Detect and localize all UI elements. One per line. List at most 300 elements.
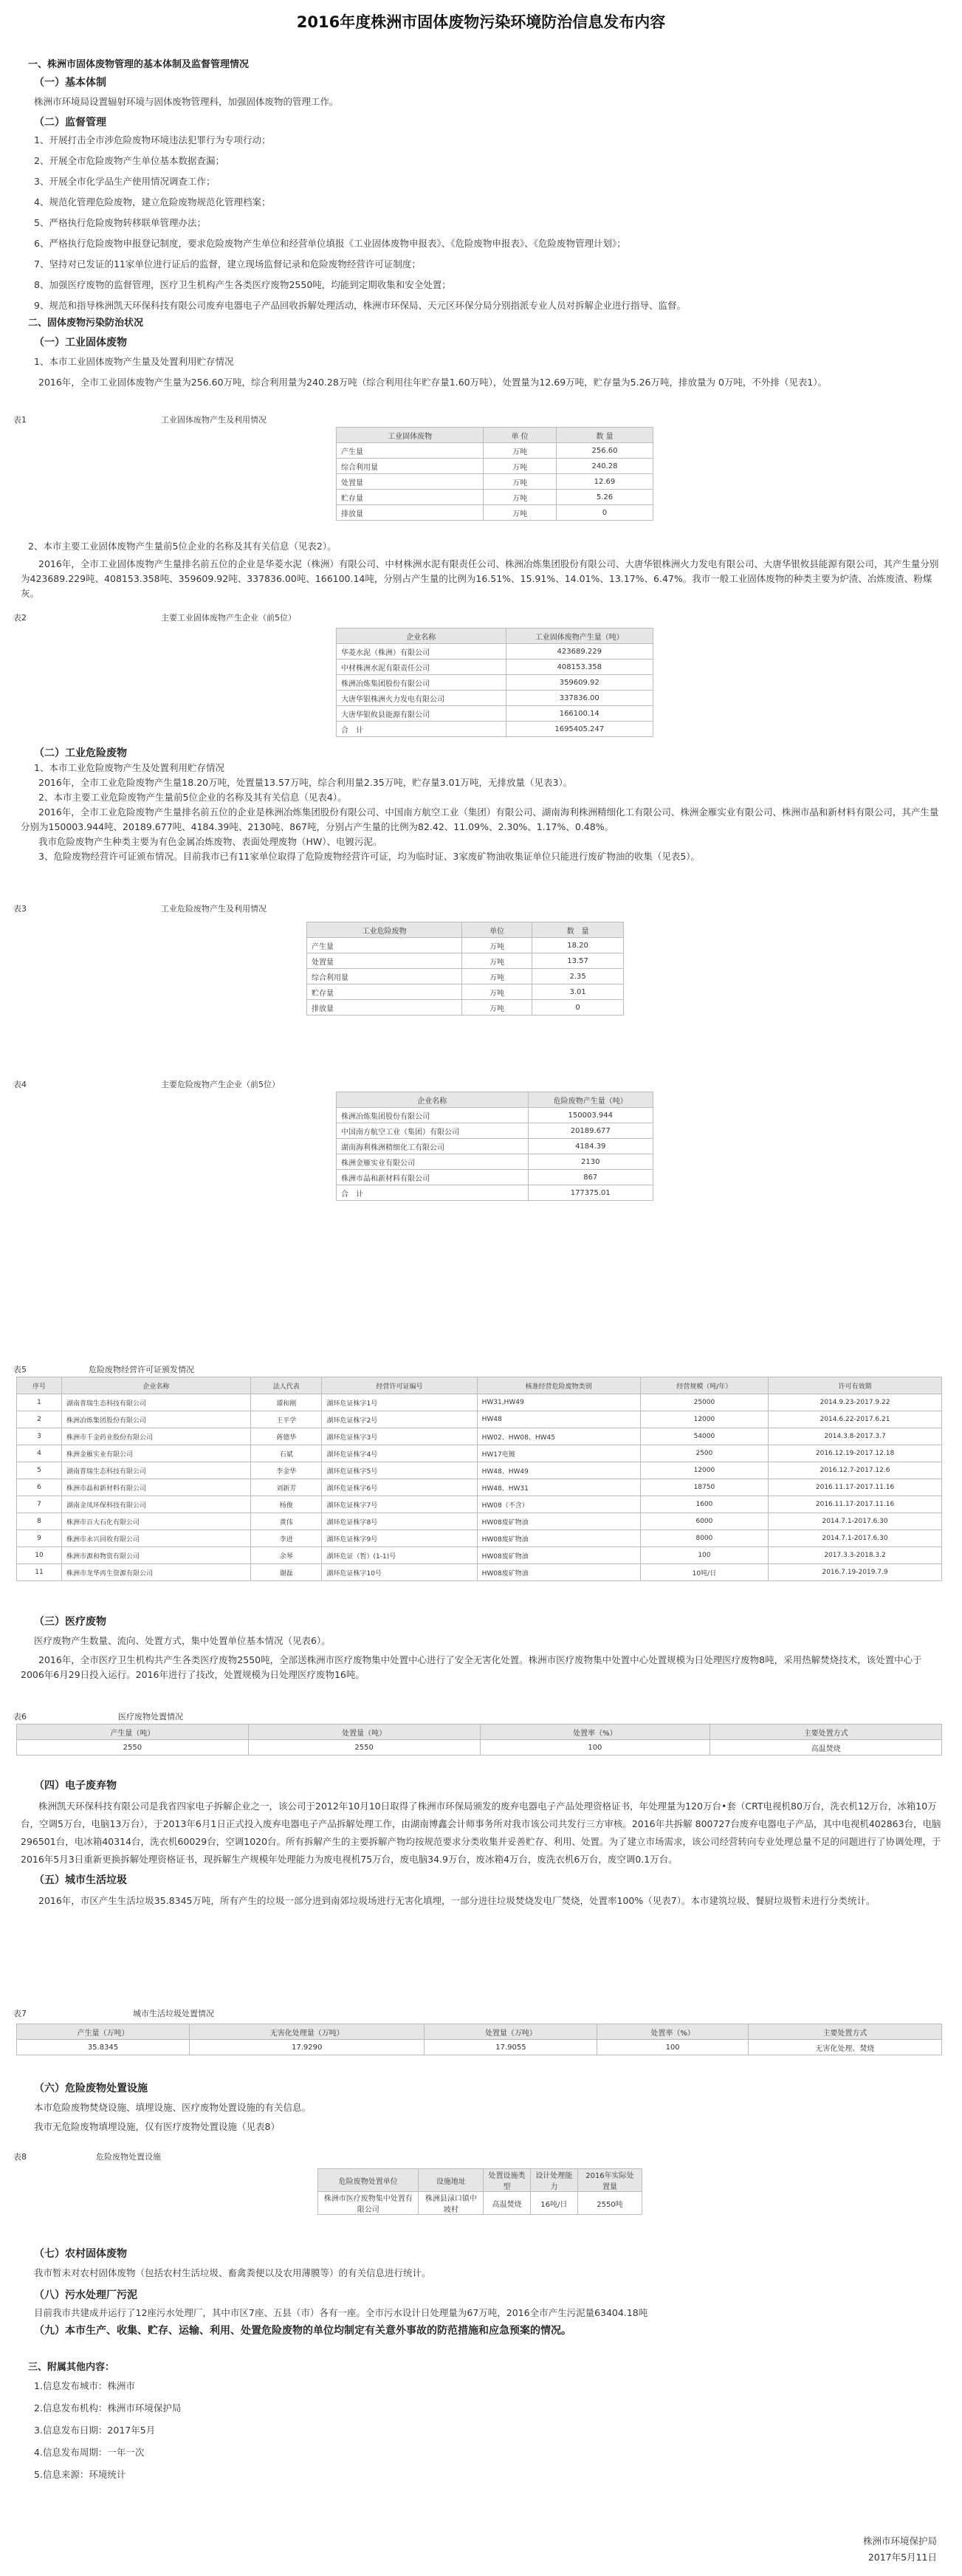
- table-4: [336, 1092, 653, 1201]
- appendix-item: 2.信息发布机构：株洲市环境保护局: [34, 2402, 182, 2414]
- table-cell: 2016.12.19-2017.12.18: [769, 1445, 942, 1462]
- table-cell: 2.35: [532, 969, 624, 984]
- table-8-caption: 危险废物处置设施: [96, 2152, 161, 2162]
- table-row: [17, 1513, 942, 1530]
- column-header: 产生量（吨）: [17, 1724, 249, 1740]
- table-cell: 2014.3.8-2017.3.7: [769, 1428, 942, 1445]
- table-cell: 株洲冶炼集团股份有限公司: [337, 675, 506, 691]
- table-cell: 万吨: [484, 443, 557, 459]
- table-cell: 150003.944: [528, 1108, 653, 1123]
- table-cell: HW17电镀: [477, 1445, 640, 1462]
- table-cell: 8000: [640, 1530, 768, 1547]
- table-cell: 李金华: [250, 1462, 321, 1479]
- column-header: 企业名称: [337, 628, 506, 644]
- table-row: [17, 1740, 942, 1755]
- supervision-item: 5、严格执行危险废物转移联单管理办法；: [34, 217, 206, 228]
- table-cell: 3: [17, 1428, 62, 1445]
- column-header: 工业固体废物产生量（吨）: [506, 628, 653, 644]
- table-cell: 株洲冶炼集团股份有限公司: [62, 1411, 251, 1428]
- section-2-hazardous: [21, 746, 944, 864]
- table-cell: 177375.01: [528, 1185, 653, 1201]
- table-row: [17, 1479, 942, 1496]
- appendix-list: [21, 2375, 944, 2486]
- table-cell: 12000: [640, 1462, 768, 1479]
- subsection-sludge: （八）污水处理厂污泥: [34, 2289, 137, 2301]
- table-cell: 处置量: [307, 953, 462, 969]
- table-row: [337, 490, 653, 505]
- table-1-label: 表1: [13, 415, 27, 425]
- table-cell: 17.9290: [189, 2040, 425, 2055]
- table-cell: 6: [17, 1479, 62, 1496]
- paragraph: 2、本市主要工业危险废物产生量前5位企业的名称及其有关信息（见表4）。: [38, 792, 347, 803]
- table-cell: 18.20: [532, 938, 624, 953]
- table-cell: 余琴: [250, 1547, 321, 1564]
- table-row: [337, 459, 653, 474]
- table-cell: 2014.7.1-2017.6.30: [769, 1530, 942, 1547]
- table-row: [17, 1462, 942, 1479]
- table-8-label: 表8: [13, 2152, 27, 2162]
- table-cell: 株洲市医疗废物集中处置有限公司: [318, 2192, 419, 2215]
- supervision-item: 7、坚持对已发证的11家单位进行证后的监督，建立现场监督记录和危险废物经营许可证制度；: [34, 258, 421, 270]
- table-4-caption: 主要危险废物产生企业（前5位）: [161, 1080, 280, 1089]
- table-cell: 万吨: [462, 969, 532, 984]
- table-row: [337, 675, 653, 691]
- table-row: [337, 644, 653, 660]
- table-cell: 万吨: [462, 1000, 532, 1015]
- table-2: [336, 628, 653, 737]
- subsection-facilities: （六）危险废物处置设施: [34, 2083, 148, 2094]
- table-cell: 刘新芳: [250, 1479, 321, 1496]
- subsection-medical-waste: （三）医疗废物: [34, 1616, 106, 1628]
- table-cell: 2500: [640, 1445, 768, 1462]
- table-cell: 高温焚烧: [484, 2192, 531, 2215]
- paragraph: 我市无危险废物填埋设施，仅有医疗废物处置设施（见表8）: [34, 2121, 280, 2132]
- table-cell: 高温焚烧: [710, 1740, 942, 1755]
- table-cell: 排放量: [307, 1000, 462, 1015]
- table-cell: 湖环危证株字4号: [322, 1445, 477, 1462]
- table-cell: 2550吨: [577, 2192, 642, 2215]
- table-row: [307, 938, 624, 953]
- table-cell: 湖环危证株字10号: [322, 1564, 477, 1581]
- table-6-caption: 医疗废物处置情况: [118, 1712, 183, 1722]
- table-cell: 华菱水泥（株洲）有限公司: [337, 644, 506, 660]
- table-cell: 100: [480, 1740, 710, 1755]
- supervision-item: 6、严格执行危险废物申报登记制度，要求危险废物产生单位和经营单位填报《工业固体废物申报表》、《危险废物申报表》、《危险废物管理计划》；: [34, 238, 626, 249]
- table-cell: 处置量: [337, 474, 484, 490]
- column-header: 处置率（%）: [597, 2024, 748, 2040]
- table-cell: 黄伟: [250, 1513, 321, 1530]
- section-2-medical: [21, 1614, 944, 1682]
- table-cell: 20189.677: [528, 1123, 653, 1139]
- column-header: 法人代表: [250, 1377, 321, 1394]
- table-cell: 湖环危证株字8号: [322, 1513, 477, 1530]
- column-header: 经营许可证编号: [322, 1377, 477, 1394]
- table-row: [307, 1000, 624, 1015]
- table-cell: 大唐华银株洲火力发电有限公司: [337, 691, 506, 706]
- table-row: [17, 2040, 942, 2055]
- table-5: [16, 1377, 942, 1581]
- table-cell: 王平学: [250, 1411, 321, 1428]
- table-header-row: [17, 2024, 942, 2040]
- table-cell: 万吨: [484, 505, 557, 521]
- table-7-label: 表7: [13, 2009, 27, 2018]
- column-header: 单 位: [484, 428, 557, 443]
- column-header: 产生量（万吨）: [17, 2024, 190, 2040]
- column-header: 单位: [462, 922, 532, 938]
- table-cell: HW08废矿物油: [477, 1564, 640, 1581]
- subsection-supervision: （二）监督管理: [34, 117, 106, 129]
- table-row: [337, 1108, 653, 1123]
- issuing-organization: 株洲市环境保护局: [862, 2535, 937, 2546]
- table-cell: 7: [17, 1496, 62, 1513]
- table-header-row: [17, 1377, 942, 1394]
- table-cell: 综合利用量: [307, 969, 462, 984]
- table-cell: 湖环危证株字5号: [322, 1462, 477, 1479]
- document-title: 2016年度株洲市固体废物污染环境防治信息发布内容: [296, 13, 666, 31]
- paragraph: 医疗废物产生数量、流向、处置方式，集中处置单位基本情况（见表6）。: [34, 1635, 331, 1646]
- paragraph: 3、危险废物经营许可证颁布情况。目前我市已有11家单位取得了危险废物经营许可证，均为临时证、3家废矿物油收集证单位只能进行废矿物油的收集（见表5）。: [38, 851, 701, 862]
- column-header: 工业危险废物: [307, 922, 462, 938]
- table-cell: 6000: [640, 1513, 768, 1530]
- table-cell: HW08（不含）: [477, 1496, 640, 1513]
- column-header: 数 量: [556, 428, 653, 443]
- table-cell: 2550: [17, 1740, 249, 1755]
- table-cell: HW08废矿物油: [477, 1530, 640, 1547]
- table-cell: 17.9055: [425, 2040, 597, 2055]
- table-cell: 湖南普瑞生态科技有限公司: [62, 1394, 251, 1411]
- table-cell: 中国南方航空工业（集团）有限公司: [337, 1123, 529, 1139]
- table-cell: HW08废矿物油: [477, 1513, 640, 1530]
- section-1-heading: 一、株洲市固体废物管理的基本体制及监督管理情况: [28, 59, 250, 70]
- subsection-municipal-waste: （五）城市生活垃圾: [34, 1874, 127, 1886]
- supervision-list: [21, 130, 944, 316]
- table-header-row: [337, 1092, 653, 1108]
- table-row: [337, 691, 653, 706]
- table-cell: 无害化处理、焚烧: [748, 2040, 941, 2055]
- paragraph: 2016年，全市工业固体废物产生量为256.60万吨，综合利用量为240.28万吨（综合利用往年贮存量1.60万吨），处置量为12.69万吨，贮存量为5.26万吨，排放量为 0万吨，不外排（见表1）。: [38, 377, 828, 388]
- table-cell: 湖环危证株字7号: [322, 1496, 477, 1513]
- table-2-label: 表2: [13, 613, 27, 623]
- table-cell: 12000: [640, 1411, 768, 1428]
- table-3: [306, 922, 624, 1015]
- table-cell: 李进: [250, 1530, 321, 1547]
- table-7-caption: 城市生活垃圾处置情况: [133, 2009, 214, 2018]
- table-cell: 1695405.247: [506, 722, 653, 737]
- paragraph: 目前我市共建成并运行了12座污水处理厂，其中市区7座、五县（市）各有一座。全市污水设计日处理量为67万吨，2016全市产生污泥量63404.18吨: [34, 2307, 648, 2318]
- column-header: 处置率（%）: [480, 1724, 710, 1740]
- paragraph: 2、本市主要工业固体废物产生量前5位企业的名称及其有关信息（见表2）。: [28, 541, 337, 552]
- table-cell: 35.8345: [17, 2040, 190, 2055]
- table-5-label: 表5: [13, 1365, 27, 1374]
- table-cell: 1: [17, 1394, 62, 1411]
- table-cell: 166100.14: [506, 706, 653, 722]
- table-cell: 10: [17, 1547, 62, 1564]
- section-1: [21, 58, 944, 316]
- table-row: [17, 1428, 942, 1445]
- table-row: [318, 2192, 642, 2215]
- table-cell: 万吨: [462, 984, 532, 1000]
- table-cell: 合 计: [337, 722, 506, 737]
- table-cell: 株洲市千金药业股份有限公司: [62, 1428, 251, 1445]
- table-cell: 湖环危证株字3号: [322, 1428, 477, 1445]
- subsection-industrial-solid-waste: （一）工业固体废物: [34, 337, 127, 349]
- table-5-caption: 危险废物经营许可证颁发情况: [89, 1365, 194, 1374]
- column-header: 企业名称: [337, 1092, 529, 1108]
- paragraph: 2016年，全市工业危险废物产生量18.20万吨，处置量13.57万吨，综合利用量2.35万吨，贮存量3.01万吨，无排放量（见表3）。: [38, 777, 573, 788]
- table-cell: 中材株洲水泥有限责任公司: [337, 660, 506, 675]
- supervision-item: 9、规范和指导株洲凯天环保科技有限公司废弃电器电子产品回收拆解处理活动，株洲市环保局、天元区环保分局分别指派专业人员对拆解企业进行指导、监督。: [34, 300, 686, 311]
- table-row: [17, 1530, 942, 1547]
- section-2-text-2: [21, 539, 944, 601]
- table-row: [337, 706, 653, 722]
- table-cell: 2: [17, 1411, 62, 1428]
- column-header: 经营规模（吨/年）: [640, 1377, 768, 1394]
- supervision-item: 8、加强医疗废物的监督管理，医疗卫生机构产生各类医疗废物2550吨，均能到定期收集和安全处置；: [34, 279, 451, 290]
- column-header: 序号: [17, 1377, 62, 1394]
- table-row: [337, 505, 653, 521]
- table-cell: HW08废矿物油: [477, 1547, 640, 1564]
- paragraph: 我市危险废物产生种类主要为有色金属冶炼废物、表面处理废物（HW）、电镀污泥。: [38, 836, 382, 847]
- table-cell: 株洲市龙华再生资源有限公司: [62, 1564, 251, 1581]
- table-cell: 株洲市永兴回收有限公司: [62, 1530, 251, 1547]
- table-cell: 湖环危证株字6号: [322, 1479, 477, 1496]
- table-cell: 株洲市晶和新材料有限公司: [62, 1479, 251, 1496]
- table-cell: 株洲市源和物资有限公司: [62, 1547, 251, 1564]
- subsection-emergency: （九）本市生产、收集、贮存、运输、利用、处置危险废物的单位均制定有关意外事故的防范措施和应急预案的情况。: [34, 2325, 571, 2337]
- paragraph: 1、本市工业固体废物产生量及处置利用贮存情况: [34, 356, 234, 367]
- table-cell: 359609.92: [506, 675, 653, 691]
- table-cell: 54000: [640, 1428, 768, 1445]
- table-cell: 337836.00: [506, 691, 653, 706]
- subsection-electronic-waste: （四）电子废弃物: [34, 1780, 117, 1792]
- table-6: [16, 1724, 942, 1755]
- table-cell: 株洲冶炼集团股份有限公司: [337, 1108, 529, 1123]
- table-cell: HW48、HW49: [477, 1462, 640, 1479]
- appendix-item: 3.信息发布日期：2017年5月: [34, 2425, 156, 2436]
- supervision-item: 4、规范化管理危险废物，建立危险废物规范化管理档案；: [34, 196, 271, 208]
- table-1: [336, 427, 653, 521]
- table-cell: 2016.11.17-2017.11.16: [769, 1479, 942, 1496]
- table-cell: 2550: [248, 1740, 480, 1755]
- paragraph: 株洲凯天环保科技有限公司是我省四家电子拆解企业之一，该公司于2012年10月10日取得了株洲市环保局颁发的废弃电器电子产品处理资格证书，年处理量为120万台•套（CRT电视机80万台，洗衣机12万台，冰箱10万台，空调5万台，电脑13万台），于2013年6月1日正式投入废弃电器电子产品拆解处理工作，由湖南博鑫会计师事务所对我市该公司共发行三方审核。2016年共拆解 800727台废弃电器电子产品，其中电视机402863台，电脑 296501台，电冰箱40314台，洗衣机60029台，空调1020台。所有拆解产生的主要拆解产物均按规范要求分类收集并妥善贮存、利用、处置。为了建立市场需求，该公司经营转向专业处理总量不足的问题进行了协调处理，于2016年5月3日重新更换拆解处理资格证书，现拆解生产规模年处理能力为废电视机75万台，废电脑34.9万台，废冰箱4万台，废洗衣机6万台，废空调0.1万台。: [21, 1801, 941, 1865]
- table-row: [337, 1170, 653, 1185]
- table-cell: 2014.9.23-2017.9.22: [769, 1394, 942, 1411]
- table-cell: 5: [17, 1462, 62, 1479]
- subsection-hazardous-waste: （二）工业危险废物: [34, 747, 127, 759]
- signature-block: [863, 2533, 937, 2566]
- table-header-row: [337, 628, 653, 644]
- table-row: [17, 1411, 942, 1428]
- table-cell: 万吨: [484, 459, 557, 474]
- section-3: [21, 2360, 944, 2486]
- table-cell: HW02、HW08、HW45: [477, 1428, 640, 1445]
- table-cell: 1600: [640, 1496, 768, 1513]
- section-2-facilities: [21, 2081, 944, 2134]
- table-cell: 18750: [640, 1479, 768, 1496]
- appendix-item: 1.信息发布城市：株洲市: [34, 2380, 135, 2391]
- table-cell: 2016.12.7-2017.12.6: [769, 1462, 942, 1479]
- column-header: 核准经营危险废物类别: [477, 1377, 640, 1394]
- table-cell: 867: [528, 1170, 653, 1185]
- table-cell: 25000: [640, 1394, 768, 1411]
- column-header: 处置量（吨）: [248, 1724, 480, 1740]
- table-cell: 2016.7.19-2019.7.9: [769, 1564, 942, 1581]
- column-header: 危险废物产生量（吨）: [528, 1092, 653, 1108]
- table-cell: 谢磊: [250, 1564, 321, 1581]
- table-cell: 贮存量: [307, 984, 462, 1000]
- column-header: 处置设施类型: [484, 2169, 531, 2192]
- table-cell: 3.01: [532, 984, 624, 1000]
- paragraph: 我市暂未对农村固体废物（包括农村生活垃圾、畜禽粪便以及农用薄膜等）的有关信息进行统计。: [34, 2267, 431, 2278]
- table-cell: 综合利用量: [337, 459, 484, 474]
- column-header: 主要处置方式: [710, 1724, 942, 1740]
- table-cell: 湖环危证株字1号: [322, 1394, 477, 1411]
- table-cell: 9: [17, 1530, 62, 1547]
- table-cell: 排放量: [337, 505, 484, 521]
- table-cell: HW31,HW49: [477, 1394, 640, 1411]
- column-header: 工业固体废物: [337, 428, 484, 443]
- table-row: [337, 722, 653, 737]
- table-cell: 杨俊: [250, 1496, 321, 1513]
- table-row: [307, 953, 624, 969]
- table-header-row: [307, 922, 624, 938]
- table-cell: 株洲金雁实业有限公司: [62, 1445, 251, 1462]
- table-cell: 16吨/日: [530, 2192, 577, 2215]
- table-cell: 8: [17, 1513, 62, 1530]
- column-header: 企业名称: [62, 1377, 251, 1394]
- table-cell: 12.69: [556, 474, 653, 490]
- table-cell: 0: [556, 505, 653, 521]
- column-header: 数 量: [532, 922, 624, 938]
- table-cell: 万吨: [484, 474, 557, 490]
- column-header: 设计处理能力: [530, 2169, 577, 2192]
- table-cell: 5.26: [556, 490, 653, 505]
- table-cell: HW48: [477, 1411, 640, 1428]
- table-6-label: 表6: [13, 1712, 27, 1722]
- table-cell: 大唐华银攸县能源有限公司: [337, 706, 506, 722]
- table-cell: 13.57: [532, 953, 624, 969]
- table-3-label: 表3: [13, 904, 27, 914]
- table-cell: 408153.358: [506, 660, 653, 675]
- paragraph: 2016年，市区产生生活垃圾35.8345万吨，所有产生的垃圾一部分进到南郊垃圾场进行无害化填埋，一部分进往垃圾焚烧发电厂焚烧，处置率100%（见表7）。本市建筑垃圾、餐厨垃圾暂未进行分类统计。: [38, 1895, 876, 1906]
- table-2-caption: 主要工业固体废物产生企业（前5位）: [161, 613, 296, 623]
- table-row: [337, 1154, 653, 1170]
- issue-date: 2017年5月11日: [867, 2552, 937, 2563]
- table-cell: 4184.39: [528, 1139, 653, 1154]
- table-row: [337, 1139, 653, 1154]
- section-3-heading: 三、附属其他内容：: [28, 2362, 115, 2373]
- table-1-caption: 工业固体废物产生及利用情况: [161, 415, 267, 425]
- column-header: 2016年实际处置量: [577, 2169, 642, 2192]
- subsection-rural: （七）农村固体废物: [34, 2248, 127, 2260]
- table-row: [337, 660, 653, 675]
- table-header-row: [17, 1724, 942, 1740]
- table-cell: 贮存量: [337, 490, 484, 505]
- column-header: 许可有效期: [769, 1377, 942, 1394]
- appendix-item: 5.信息来源：环境统计: [34, 2469, 126, 2480]
- table-cell: 11: [17, 1564, 62, 1581]
- table-cell: 万吨: [462, 953, 532, 969]
- table-cell: 万吨: [484, 490, 557, 505]
- table-cell: 2014.7.1-2017.6.30: [769, 1513, 942, 1530]
- table-cell: 产生量: [337, 443, 484, 459]
- table-cell: 0: [532, 1000, 624, 1015]
- table-cell: 湖环危证（暂）(1-1)号: [322, 1547, 477, 1564]
- section-2: [21, 316, 944, 390]
- table-row: [17, 1445, 942, 1462]
- table-cell: 谭和刚: [250, 1394, 321, 1411]
- section-2-heading: 二、固体废物污染防治状况: [28, 318, 144, 329]
- table-cell: 10吨/日: [640, 1564, 768, 1581]
- table-row: [17, 1564, 942, 1581]
- basic-system-text: 株洲市环境局设置辐射环境与固体废物管理科，加强固体废物的管理工作。: [34, 96, 339, 107]
- table-4-label: 表4: [13, 1080, 27, 1089]
- table-cell: 蒋德华: [250, 1428, 321, 1445]
- supervision-item: 1、开展打击全市涉危险废物环境违法犯罪行为专项行动；: [34, 134, 271, 145]
- table-8: [317, 2168, 642, 2215]
- table-cell: 株洲市晶和新材料有限公司: [337, 1170, 529, 1185]
- table-row: [337, 1185, 653, 1201]
- table-row: [307, 984, 624, 1000]
- paragraph: 1、本市工业危险废物产生及处置利用贮存情况: [34, 762, 224, 773]
- appendix-item: 4.信息发布周期：一年一次: [34, 2447, 145, 2458]
- table-7: [16, 2024, 942, 2055]
- supervision-item: 3、开展全市化学品生产使用情况调查工作；: [34, 176, 216, 187]
- table-row: [337, 1123, 653, 1139]
- table-header-row: [318, 2169, 642, 2192]
- subsection-basic-system: （一）基本体制: [34, 77, 106, 89]
- table-cell: 株洲金雁实业有限公司: [337, 1154, 529, 1170]
- table-row: [337, 474, 653, 490]
- section-2-electronic: [21, 1778, 944, 1910]
- table-cell: 2016.11.17-2017.11.16: [769, 1496, 942, 1513]
- column-header: 设施地址: [419, 2169, 484, 2192]
- paragraph: 2016年，全市工业固体废物产生量排名前五位的企业是华菱水泥（株洲）有限公司、中材株洲水泥有限责任公司、株洲冶炼集团股份有限公司、大唐华银株洲火力发电有限公司、大唐华银攸县能源有限公司，其产生量分别为423689.229吨、408153.358吨、359609.92吨、337836.00吨、166100.14吨，分别占产生量的比例为16.51%、15.91%、14.01%、13.17%、6.47%。我市一般工业固体废物的种类主要为炉渣、冶炼废渣、粉煤灰。: [21, 558, 939, 599]
- table-cell: 湖南普瑞生态科技有限公司: [62, 1462, 251, 1479]
- paragraph: 2016年，全市工业危险废物产生量排名前五位的企业是株洲冶炼集团股份有限公司、中国南方航空工业（集团）有限公司、湖南海利株洲精细化工有限公司、株洲金雁实业有限公司、株洲市晶和新材料有限公司，其产生量分别为150003.944吨、20189.677吨、4184.39吨、2130吨、867吨，分别占产生量的比例为82.42、11.09%、2.30%、1.17%、0.48%。: [21, 806, 939, 832]
- column-header: 处置量（万吨）: [425, 2024, 597, 2040]
- table-cell: 240.28: [556, 459, 653, 474]
- table-cell: 湖环危证株字9号: [322, 1530, 477, 1547]
- table-cell: 合 计: [337, 1185, 529, 1201]
- supervision-item: 2、开展全市危险废物产生单位基本数据查漏；: [34, 155, 224, 166]
- table-cell: 株洲市百大石化有限公司: [62, 1513, 251, 1530]
- table-cell: 产生量: [307, 938, 462, 953]
- table-cell: 株洲县渌口镇中坡村: [419, 2192, 484, 2215]
- table-cell: 423689.229: [506, 644, 653, 660]
- column-header: 无害化处理量（万吨）: [189, 2024, 425, 2040]
- table-cell: HW48、HW31: [477, 1479, 640, 1496]
- column-header: 主要处置方式: [748, 2024, 941, 2040]
- table-cell: 2014.6.22-2017.6.21: [769, 1411, 942, 1428]
- table-header-row: [337, 428, 653, 443]
- section-2-other: [21, 2247, 944, 2338]
- table-row: [17, 1547, 942, 1564]
- paragraph: 2016年，全市医疗卫生机构共产生各类医疗废物2550吨，全部送株洲市医疗废物集中处置中心进行了安全无害化处置。株洲市医疗废物集中处置中心处置规模为日处理医疗废物8吨，采用热解焚烧技术，该处置中心于2006年6月29日投入运行。2016年进行了技改，处置规模为日处理医疗废物16吨。: [21, 1654, 922, 1680]
- table-cell: 256.60: [556, 443, 653, 459]
- table-cell: 100: [640, 1547, 768, 1564]
- table-row: [17, 1496, 942, 1513]
- table-3-caption: 工业危险废物产生及利用情况: [161, 904, 267, 914]
- table-cell: 万吨: [462, 938, 532, 953]
- table-cell: 湖南海利株洲精细化工有限公司: [337, 1139, 529, 1154]
- table-row: [307, 969, 624, 984]
- table-cell: 湖南金凤环保科技有限公司: [62, 1496, 251, 1513]
- table-row: [337, 443, 653, 459]
- table-cell: 石斌: [250, 1445, 321, 1462]
- column-header: 危险废物处置单位: [318, 2169, 419, 2192]
- table-cell: 2017.3.3-2018.3.2: [769, 1547, 942, 1564]
